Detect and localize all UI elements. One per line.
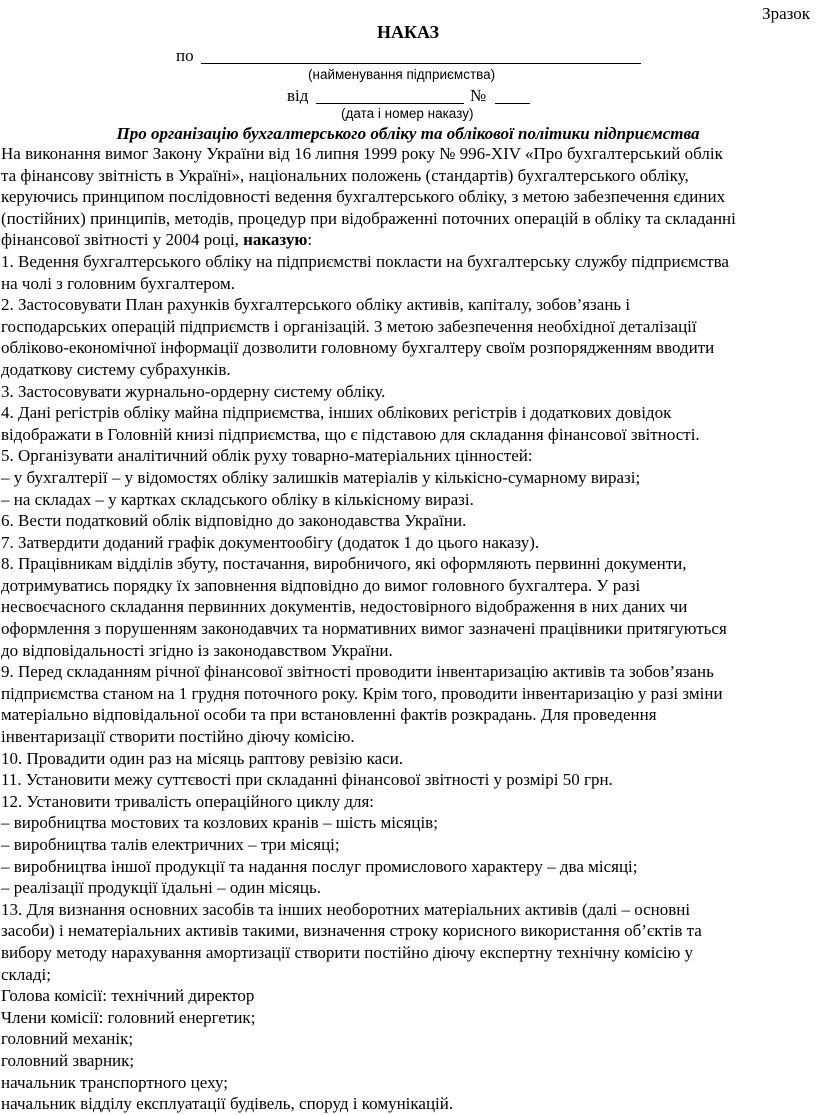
body-line: засоби) і нематеріальних активів такими, визначення строку корисного використання об’єктів та bbox=[1, 921, 702, 941]
body-line: оформлення з порушенням законодавчих та нормативних вимог зазначені працівники притягуються bbox=[1, 619, 727, 639]
body-line: 5. Організувати аналітичний облік руху товарно-матеріальних цінностей: bbox=[1, 446, 533, 466]
body-line: вибору методу нарахування амортизації створити постійно діючу експертну технічну комісію у bbox=[1, 942, 694, 962]
body-line: господарських операцій підприємств і організацій. З метою забезпечення необхідної деталізації bbox=[1, 316, 697, 336]
enterprise-name-caption: (найменування підприємства) bbox=[308, 67, 496, 82]
order-word: наказую bbox=[243, 230, 308, 250]
body-line: (постійних) принципів, методів, процедур при відображенні поточних операцій в обліку та складанні bbox=[1, 208, 736, 228]
body-line: 13. Для визнання основних засобів та інших необоротних матеріальних активів (далі – основні bbox=[1, 899, 691, 919]
body-line: – виробництва мостових та козлових кранів – шість місяців; bbox=[1, 813, 438, 833]
body-line: керуючись принципом послідовності ведення бухгалтерського обліку, з метою забезпечення єдиних bbox=[1, 187, 726, 207]
body-line: 7. Затвердити доданий графік документообігу (додаток 1 до цього наказу). bbox=[1, 532, 540, 552]
body-line-text: фінансової звітності у 2004 році, bbox=[1, 230, 244, 250]
body-line: – у бухгалтерії – у відомостях обліку залишків матеріалів у кількісно-сумарному виразі; bbox=[1, 467, 641, 487]
body-line: обліково-економічної інформації дозволити головному бухгалтеру своїм розпорядженням вводити bbox=[1, 338, 715, 358]
body-line: дотримуватись порядку їх заповнення відповідно до вимог головного бухгалтера. У разі bbox=[1, 575, 641, 595]
body-line: та фінансову звітність в Україні», національних положень (стандартів) бухгалтерського обліку, bbox=[1, 165, 689, 185]
enterprise-prefix: по bbox=[176, 46, 194, 65]
body-line: – на складах – у картках складського обліку в кількісному виразі. bbox=[1, 489, 474, 509]
body-line: 12. Установити тривалість операційного циклу для: bbox=[1, 791, 375, 811]
date-number-caption: (дата і номер наказу) bbox=[341, 106, 474, 121]
body-line: На виконання вимог Закону України від 16 липня 1999 року № 996-XIV «Про бухгалтерський облік bbox=[1, 144, 723, 163]
body-line: – виробництва іншої продукції та надання послуг промислового характеру – два місяці; bbox=[1, 856, 638, 876]
body-line-order bbox=[1, 229, 807, 251]
body-line: до відповідальності згідно із законодавством України. bbox=[1, 640, 393, 660]
body-line: – реалізації продукції їдальні – один місяць. bbox=[1, 878, 321, 898]
body-line: складі; bbox=[1, 964, 51, 984]
body-line: головний механік; bbox=[1, 1029, 134, 1049]
body-line: начальник транспортного цеху; bbox=[1, 1072, 228, 1092]
order-body bbox=[1, 143, 807, 1115]
number-blank-line bbox=[495, 103, 530, 104]
body-line: 11. Установити межу суттєвості при складанні фінансової звітності у розмірі 50 грн. bbox=[1, 770, 613, 790]
enterprise-name-blank-line bbox=[201, 63, 641, 64]
order-colon: : bbox=[307, 230, 313, 250]
body-line: 3. Застосовувати журнально-ордерну систему обліку. bbox=[1, 381, 386, 401]
sample-label: Зразок bbox=[762, 4, 810, 23]
body-line: 9. Перед складанням річної фінансової звітності проводити інвентаризацію активів та зобов’язань bbox=[1, 662, 714, 682]
body-line: 10. Провадити один раз на місяць раптову ревізію каси. bbox=[1, 748, 404, 768]
body-line: підприємства станом на 1 грудня поточного року. Крім того, проводити інвентаризацію у разі зміни bbox=[1, 683, 723, 703]
date-blank-line bbox=[316, 103, 464, 104]
number-sign: № bbox=[470, 86, 487, 105]
body-line: додаткову систему субрахунків. bbox=[1, 359, 231, 379]
body-line: несвоєчасного складання первинних документів, недостовірного відображення в них даних чи bbox=[1, 597, 688, 617]
body-line: інвентаризації створити постійно діючу комісію. bbox=[1, 727, 355, 747]
body-line: відображати в Головній книзі підприємства, що є підставою для складання фінансової звітності. bbox=[1, 424, 700, 444]
date-prefix: від bbox=[287, 86, 309, 105]
body-line: головний зварник; bbox=[1, 1050, 135, 1070]
order-subject: Про організацію бухгалтерського обліку та облікової політики підприємства bbox=[116, 124, 700, 143]
body-line: матеріально відповідальної особи та при встановленні фактів розкрадань. Для проведення bbox=[1, 705, 657, 725]
body-line: – виробництва талів електричних – три місяці; bbox=[1, 835, 340, 854]
body-line: 4. Дані регістрів обліку майна підприємства, інших облікових регістрів і додаткових довідок bbox=[1, 403, 672, 423]
body-line: 1. Ведення бухгалтерського обліку на підприємстві покласти на бухгалтерську службу підприємства bbox=[1, 251, 729, 271]
body-line: 2. Застосовувати План рахунків бухгалтерського обліку активів, капіталу, зобов’язань і bbox=[1, 295, 631, 315]
body-line: 8. Працівникам відділів збуту, постачання, виробничого, які оформляють первинні документи, bbox=[1, 554, 687, 574]
body-line: Голова комісії: технічний директор bbox=[1, 986, 255, 1006]
body-line: начальник відділу експлуатації будівель, споруд і комунікацій. bbox=[1, 1094, 454, 1114]
document-title: НАКАЗ bbox=[376, 22, 440, 42]
body-line: на чолі з головним бухгалтером. bbox=[1, 273, 235, 293]
body-line: 6. Вести податковий облік відповідно до законодавства України. bbox=[1, 511, 467, 531]
body-line: Члени комісії: головний енергетик; bbox=[1, 1007, 256, 1027]
